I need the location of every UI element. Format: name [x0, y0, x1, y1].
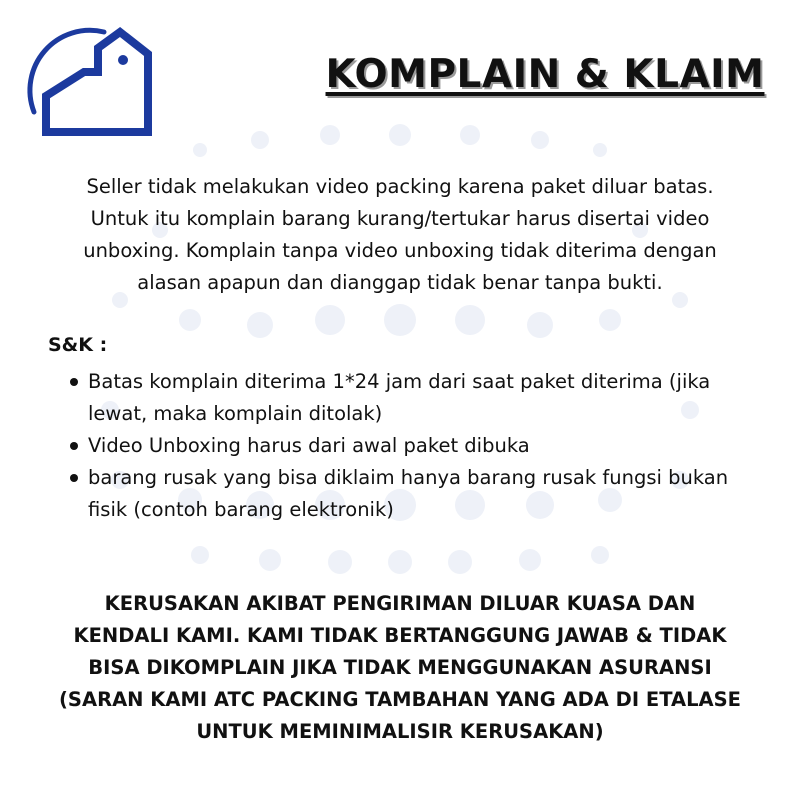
intro-line: alasan apapun dan dianggap tidak benar tanpa bukti.	[137, 271, 663, 294]
list-item-line: lewat, maka komplain ditolak)	[88, 402, 383, 425]
list-item	[88, 462, 768, 526]
list-item	[88, 366, 768, 430]
house-logo-icon	[12, 24, 154, 136]
intro-line: Untuk itu komplain barang kurang/tertukar harus disertai video	[90, 207, 710, 230]
warning-line: KENDALI KAMI. KAMI TIDAK BERTANGGUNG JAWAB & TIDAK	[73, 624, 727, 647]
list-item-line: fisik (contoh barang elektronik)	[88, 498, 394, 521]
warning-notice	[20, 588, 780, 748]
bullet-icon	[70, 442, 78, 450]
intro-line: Seller tidak melakukan video packing karena paket diluar batas.	[86, 175, 714, 198]
bullet-icon	[70, 474, 78, 482]
list-item	[88, 430, 768, 462]
list-item-line: Batas komplain diterima 1*24 jam dari saat paket diterima (jika	[88, 370, 711, 393]
warning-line: UNTUK MEMINIMALISIR KERUSAKAN)	[196, 720, 604, 743]
list-item-line: Video Unboxing harus dari awal paket dibuka	[88, 434, 530, 457]
list-item-line: barang rusak yang bisa diklaim hanya barang rusak fungsi bukan	[88, 466, 729, 489]
terms-heading: S&K :	[48, 334, 108, 356]
warning-line: BISA DIKOMPLAIN JIKA TIDAK MENGGUNAKAN ASURANSI	[88, 656, 712, 679]
intro-paragraph	[40, 171, 760, 299]
page-title: KOMPLAIN & KLAIM	[325, 52, 765, 97]
warning-line: KERUSAKAN AKIBAT PENGIRIMAN DILUAR KUASA DAN	[104, 592, 696, 615]
terms-list	[88, 366, 768, 526]
bullet-icon	[70, 378, 78, 386]
intro-line: unboxing. Komplain tanpa video unboxing tidak diterima dengan	[83, 239, 717, 262]
warning-line: (SARAN KAMI ATC PACKING TAMBAHAN YANG ADA DI ETALASE	[59, 688, 741, 711]
